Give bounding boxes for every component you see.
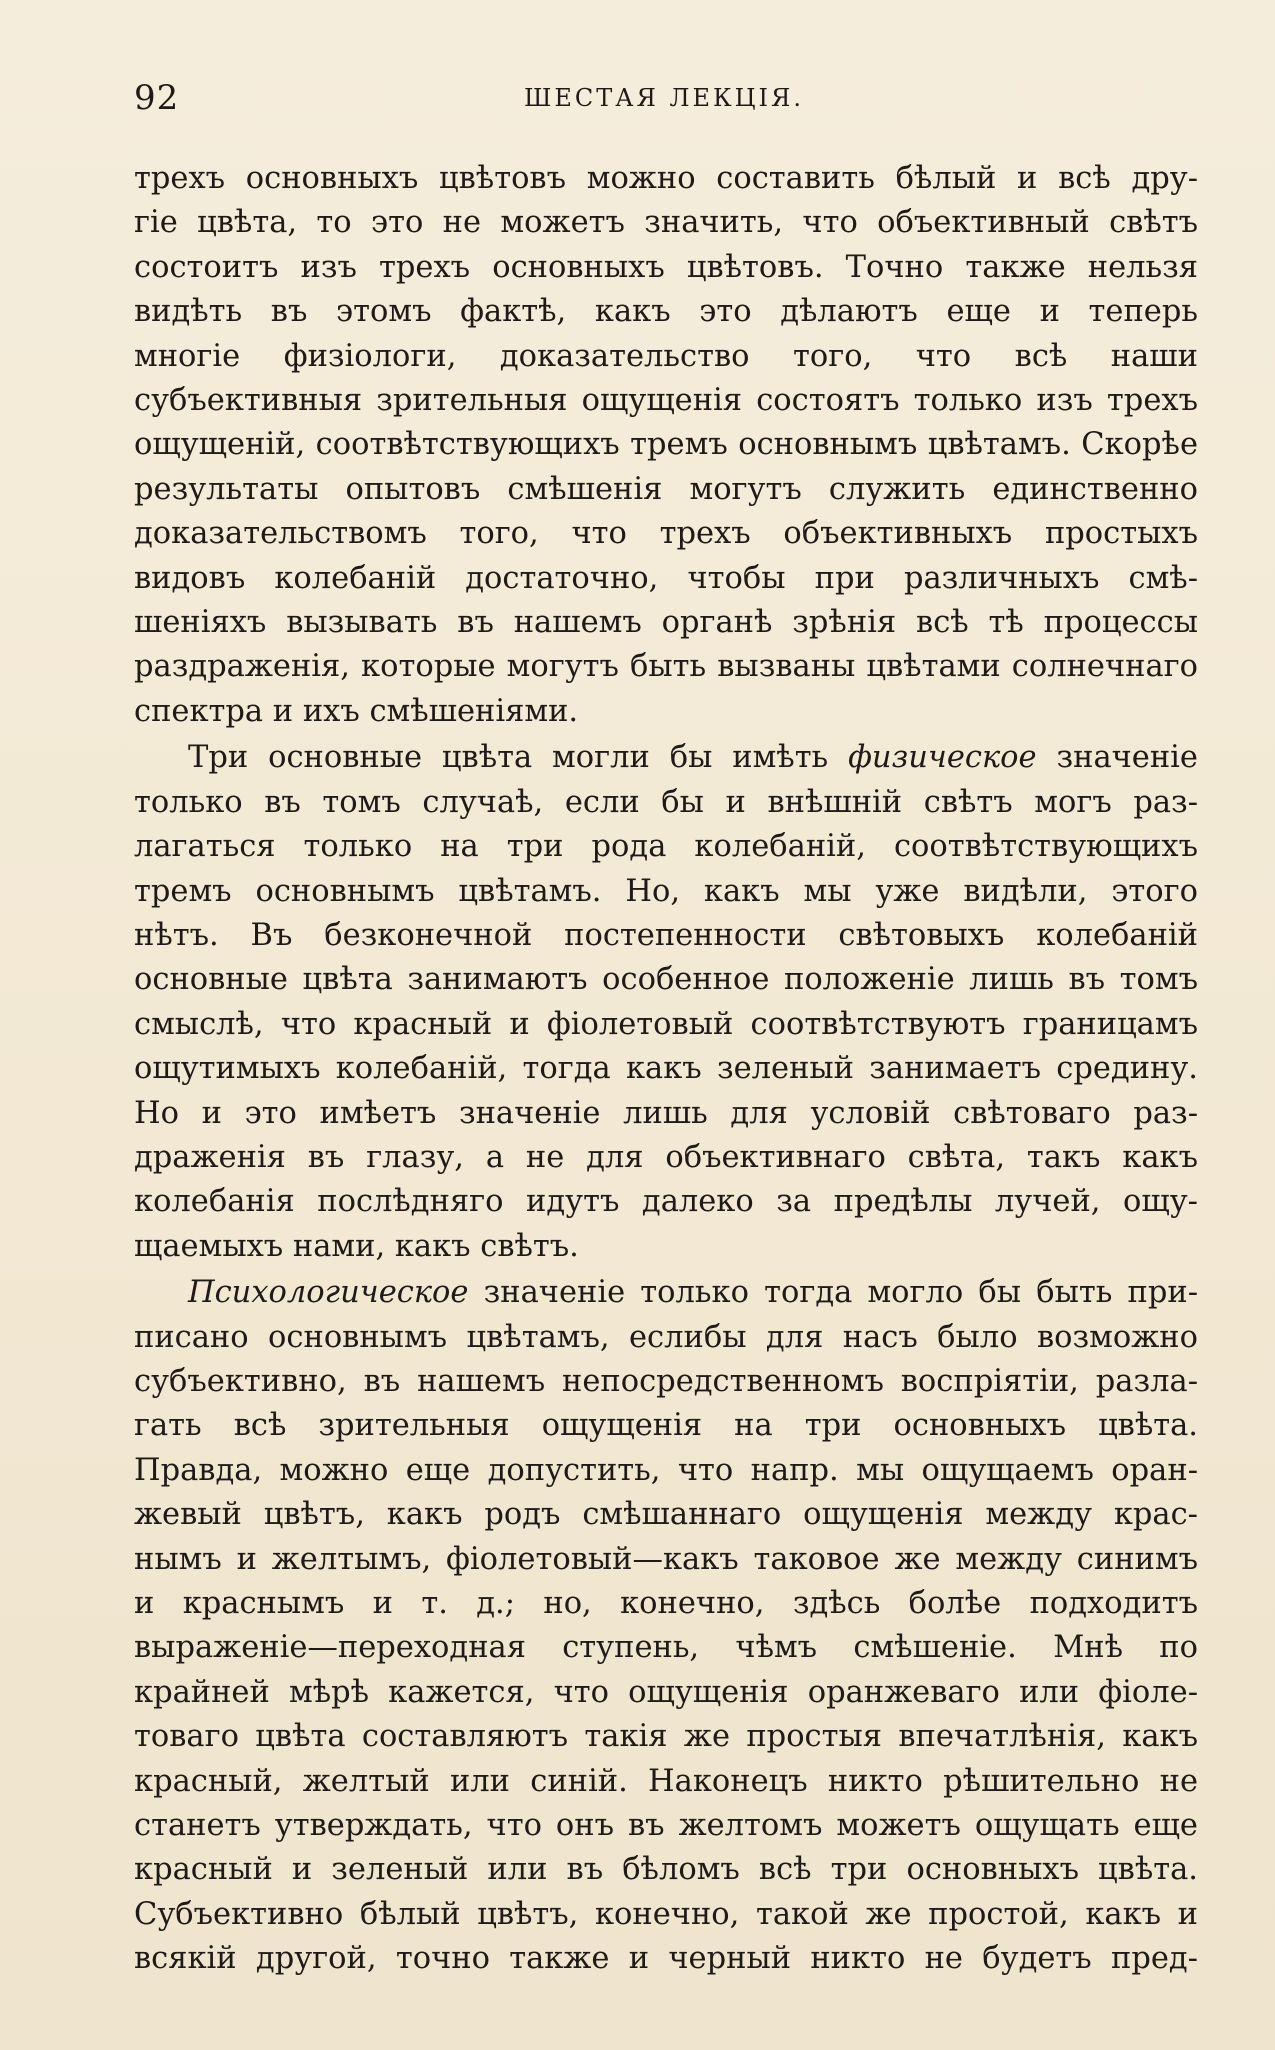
- paragraph-3: [134, 1271, 1198, 1982]
- paragraph-1: [134, 157, 1198, 734]
- text-line: раздраженія, которые могутъ быть вызваны цвѣтами солнечнаго: [134, 649, 1198, 685]
- text-line: Субъективно бѣлый цвѣтъ, конечно, такой же простой, какъ и: [134, 1896, 1198, 1932]
- text-line: нымъ и желтымъ, фіолетовый—какъ таковое же между синимъ: [134, 1541, 1198, 1577]
- text-line: гіе цвѣта, то это не можетъ значить, что объективный свѣтъ: [134, 205, 1198, 241]
- text-line: колебанія послѣдняго идутъ далеко за предѣлы лучей, ощу-: [134, 1184, 1198, 1220]
- text-line: товаго цвѣта составляютъ такія же простыя впечатлѣнія, какъ: [134, 1719, 1198, 1755]
- text-line: смыслѣ, что красный и фіолетовый соотвѣтствуютъ границамъ: [134, 1006, 1198, 1042]
- text-line: основные цвѣта занимаютъ особенное положеніе лишь въ томъ: [134, 962, 1198, 998]
- text-line: многіе физіологи, доказательство того, что всѣ наши: [134, 338, 1198, 374]
- text-line: субъективныя зрительныя ощущенія состоятъ только изъ трехъ: [134, 383, 1198, 419]
- text-line: ощущеній, соотвѣтствующихъ тремъ основнымъ цвѣтамъ. Скорѣе: [134, 427, 1198, 463]
- text-line: субъективно, въ нашемъ непосредственномъ воспріятіи, разла-: [134, 1363, 1198, 1399]
- text-line: жевый цвѣтъ, какъ родъ смѣшаннаго ощущенія между крас-: [134, 1497, 1198, 1533]
- text-line: крайней мѣрѣ кажется, что ощущенія оранжеваго или фіоле-: [134, 1674, 1198, 1710]
- text-line: ощутимыхъ колебаній, тогда какъ зеленый занимаетъ средину.: [134, 1051, 1198, 1087]
- running-head: ШЕСТАЯ ЛЕКЦІЯ.: [524, 84, 805, 112]
- text-line: доказательствомъ того, что трехъ объективныхъ простыхъ: [134, 516, 1198, 552]
- text-line: станетъ утверждать, что онъ въ желтомъ можетъ ощущать еще: [134, 1808, 1198, 1844]
- text-line: и краснымъ и т. д.; но, конечно, здѣсь болѣе подходитъ: [134, 1586, 1198, 1621]
- text-line: видовъ колебаній достаточно, чтобы при различныхъ смѣ-: [134, 560, 1198, 596]
- page-header: [134, 70, 1198, 130]
- text-line: [134, 1271, 1198, 1315]
- paragraph-2: [134, 736, 1198, 1269]
- text-line: Правда, можно еще допустить, что напр. мы ощущаемъ оран-: [134, 1452, 1198, 1488]
- text-line: всякій другой, точно также и черный никто не будетъ пред-: [134, 1941, 1198, 1977]
- text-line: только въ томъ случаѣ, если бы и внѣшній свѣтъ могъ раз-: [134, 784, 1198, 820]
- text-line: писано основнымъ цвѣтамъ, еслибы для насъ было возможно: [134, 1319, 1198, 1355]
- emphasized-word: физическое: [848, 740, 1037, 776]
- text-line: спектра и ихъ смѣшеніями.: [134, 693, 579, 729]
- text-line: шеніяхъ вызывать въ нашемъ органѣ зрѣнія всѣ тѣ процессы: [134, 605, 1198, 641]
- text-line: тремъ основнымъ цвѣтамъ. Но, какъ мы уже видѣли, этого: [134, 873, 1198, 909]
- emphasized-word: Психологическое: [188, 1275, 469, 1311]
- text-line: результаты опытовъ смѣшенія могутъ служить единственно: [134, 471, 1198, 507]
- text-fragment: значеніе: [1056, 740, 1198, 776]
- body-text: [134, 157, 1198, 1982]
- text-line: гать всѣ зрительныя ощущенія на три основныхъ цвѣта.: [134, 1408, 1198, 1444]
- text-line: красный, желтый или синій. Наконецъ никто рѣшительно не: [134, 1763, 1198, 1799]
- text-line: Но и это имѣетъ значеніе лишь для условій свѣтоваго раз-: [134, 1095, 1198, 1131]
- text-line: [134, 736, 1198, 780]
- text-line: драженія въ глазу, а не для объективнаго свѣта, такъ какъ: [134, 1139, 1198, 1175]
- text-line: щаемыхъ нами, какъ свѣтъ.: [134, 1228, 579, 1264]
- text-fragment: Три основные цвѣта могли бы имѣть: [188, 740, 829, 776]
- text-line: трехъ основныхъ цвѣтовъ можно составить бѣлый и всѣ дру-: [134, 161, 1198, 196]
- text-line: выраженіе—переходная ступень, чѣмъ смѣшеніе. Мнѣ по: [134, 1630, 1198, 1666]
- page-number: 92: [134, 78, 180, 118]
- text-line: видѣть въ этомъ фактѣ, какъ это дѣлаютъ еще и теперь: [134, 294, 1198, 330]
- text-fragment: значеніе только тогда могло бы быть при-: [483, 1275, 1198, 1311]
- text-line: нѣтъ. Въ безконечной постепенности свѣтовыхъ колебаній: [134, 917, 1198, 953]
- text-line: красный и зеленый или въ бѣломъ всѣ три основныхъ цвѣта.: [134, 1852, 1198, 1888]
- text-line: лагаться только на три рода колебаній, соотвѣтствующихъ: [134, 829, 1198, 865]
- text-line: состоитъ изъ трехъ основныхъ цвѣтовъ. Точно также нельзя: [134, 249, 1198, 285]
